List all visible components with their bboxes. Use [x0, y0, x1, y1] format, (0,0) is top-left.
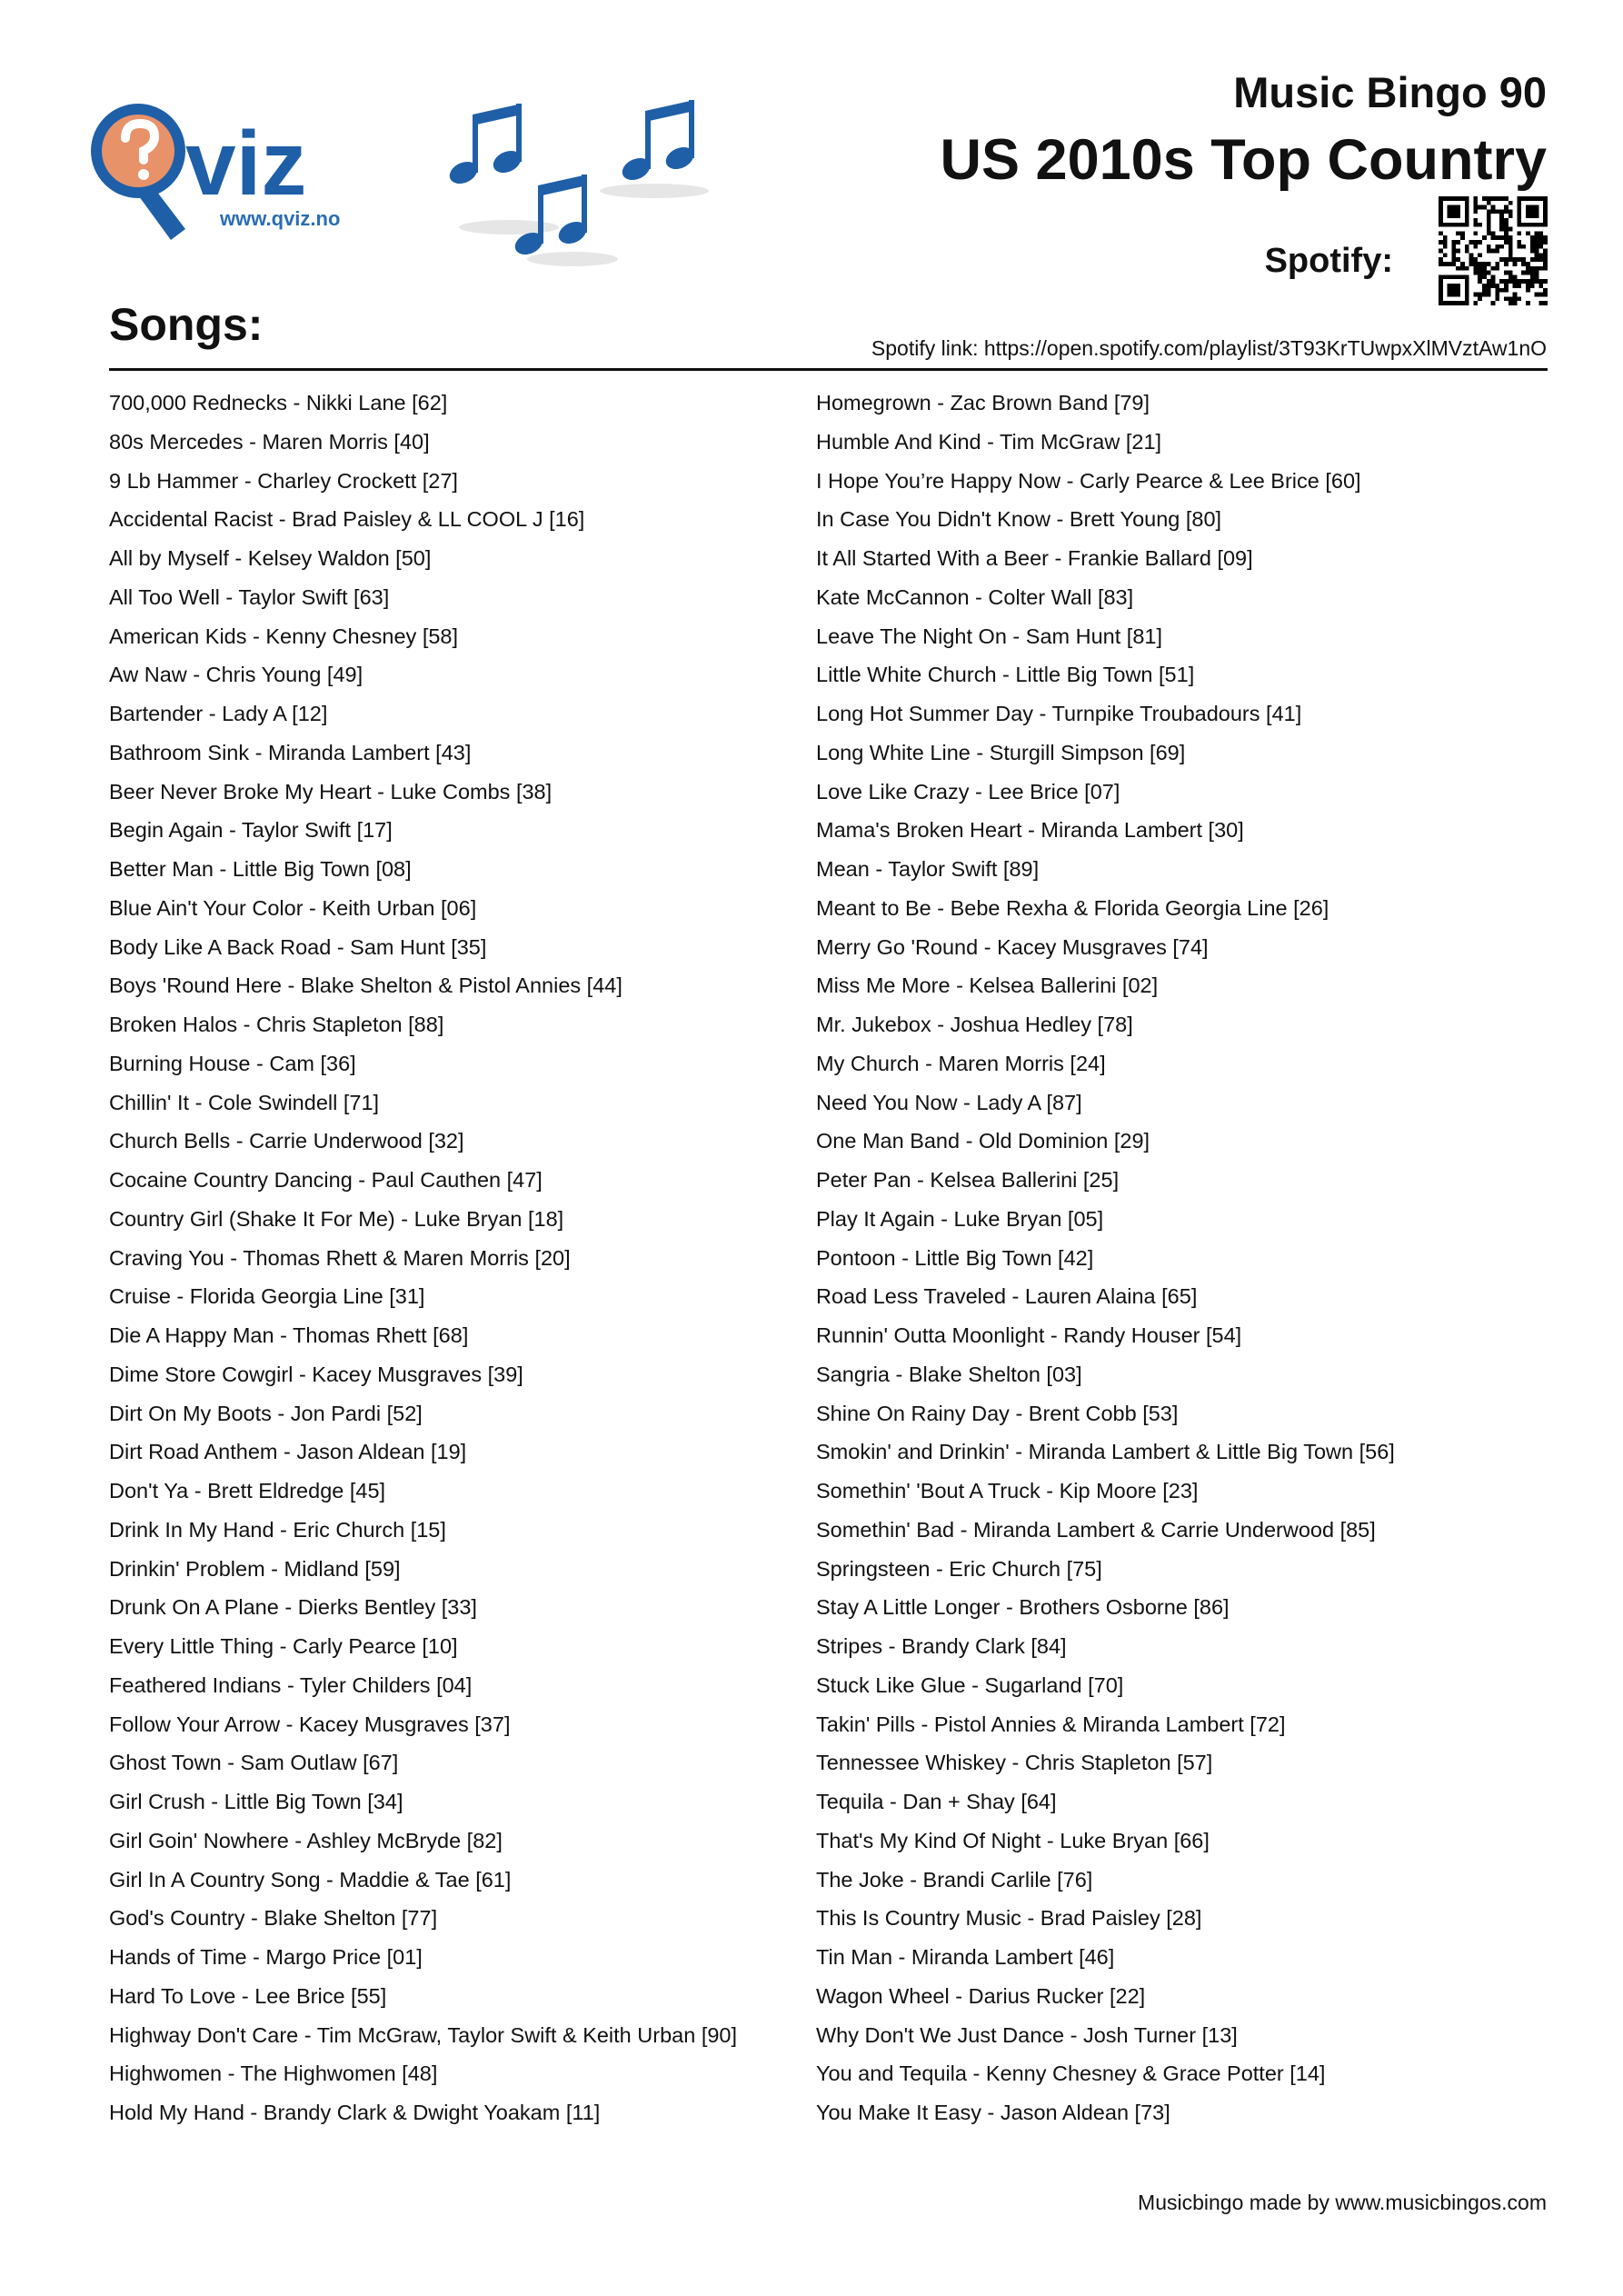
song-item: That's My Kind Of Night - Luke Bryan [66]: [816, 1828, 1210, 1852]
song-item: Mean - Taylor Swift [89]: [816, 857, 1040, 881]
song-item: Road Less Traveled - Lauren Alaina [65]: [816, 1284, 1198, 1309]
song-item: Long White Line - Sturgill Simpson [69]: [816, 740, 1186, 764]
song-item: All by Myself - Kelsey Waldon [50]: [109, 546, 432, 570]
song-item: Smokin' and Drinkin' - Miranda Lambert & Little Big Town [56]: [816, 1440, 1395, 1464]
song-item: Springsteen - Eric Church [75]: [816, 1556, 1102, 1581]
song-item: Die A Happy Man - Thomas Rhett [68]: [109, 1323, 469, 1347]
song-item: Hands of Time - Margo Price [01]: [109, 1945, 423, 1969]
header-divider: [109, 368, 1548, 371]
song-item: Beer Never Broke My Heart - Luke Combs [38]: [109, 779, 553, 804]
song-item: One Man Band - Old Dominion [29]: [816, 1129, 1150, 1153]
song-item: I Hope You’re Happy Now - Carly Pearce & Lee Brice [60]: [816, 468, 1361, 493]
song-item: Homegrown - Zac Brown Band [79]: [816, 391, 1150, 414]
song-item: Somethin' 'Bout A Truck - Kip Moore [23]: [816, 1479, 1199, 1502]
song-item: You and Tequila - Kenny Chesney & Grace Potter [14]: [816, 2061, 1326, 2086]
song-item: Sangria - Blake Shelton [03]: [816, 1362, 1082, 1386]
song-item: Dirt On My Boots - Jon Pardi [52]: [109, 1401, 423, 1425]
spotify-link[interactable]: Spotify link: https://open.spotify.com/playlist/3T93KrTUwpxXlMVztAw1nO: [871, 336, 1547, 360]
song-item: Merry Go 'Round - Kacey Musgraves [74]: [816, 934, 1209, 959]
song-item: Church Bells - Carrie Underwood [32]: [109, 1129, 464, 1153]
song-item: Drunk On A Plane - Dierks Bentley [33]: [109, 1595, 477, 1620]
song-item: Love Like Crazy - Lee Brice [07]: [816, 779, 1120, 804]
song-item: Body Like A Back Road - Sam Hunt [35]: [109, 934, 487, 959]
song-item: Drink In My Hand - Eric Church [15]: [109, 1517, 446, 1542]
song-item: Broken Halos - Chris Stapleton [88]: [109, 1013, 444, 1036]
song-item: Bartender - Lady A [12]: [109, 702, 328, 725]
svg-text:viz: viz: [185, 113, 307, 215]
song-item: It All Started With a Beer - Frankie Ballard [09]: [816, 546, 1253, 570]
song-item: Runnin' Outta Moonlight - Randy Houser [54]: [816, 1323, 1242, 1347]
song-item: Somethin' Bad - Miranda Lambert & Carrie Underwood [85]: [816, 1517, 1376, 1542]
song-item: Bathroom Sink - Miranda Lambert [43]: [109, 740, 472, 764]
song-item: Mr. Jukebox - Joshua Hedley [78]: [816, 1013, 1133, 1036]
spotify-qr-code[interactable]: [1439, 195, 1548, 307]
song-item: Stuck Like Glue - Sugarland [70]: [816, 1672, 1124, 1697]
song-item: Kate McCannon - Colter Wall [83]: [816, 584, 1134, 609]
song-item: Tequila - Dan + Shay [64]: [816, 1790, 1057, 1813]
song-item: Stripes - Brandy Clark [84]: [816, 1634, 1067, 1658]
song-item: Every Little Thing - Carly Pearce [10]: [109, 1634, 458, 1658]
song-item: Boys 'Round Here - Blake Shelton & Pistol Annies [44]: [109, 973, 622, 998]
song-item: This Is Country Music - Brad Paisley [28]: [816, 1906, 1202, 1931]
music-notes-icon: [445, 91, 745, 273]
song-item: Country Girl (Shake It For Me) - Luke Bryan [18]: [109, 1206, 564, 1231]
song-item: Peter Pan - Kelsea Ballerini [25]: [816, 1168, 1120, 1192]
song-item: Stay A Little Longer - Brothers Osborne [86]: [816, 1595, 1230, 1620]
song-item: Long Hot Summer Day - Turnpike Troubadours [41]: [816, 702, 1302, 725]
song-item: Tin Man - Miranda Lambert [46]: [816, 1945, 1115, 1969]
song-item: In Case You Didn't Know - Brett Young [80]: [816, 507, 1222, 532]
song-item: Aw Naw - Chris Young [49]: [109, 663, 363, 687]
songs-heading: Songs:: [109, 299, 264, 350]
song-item: Meant to Be - Bebe Rexha & Florida Georgia Line [26]: [816, 895, 1329, 920]
song-item: Mama's Broken Heart - Miranda Lambert [30]: [816, 818, 1244, 843]
song-item: Humble And Kind - Tim McGraw [21]: [816, 429, 1162, 454]
song-item: Drinkin' Problem - Midland [59]: [109, 1556, 401, 1581]
song-item: My Church - Maren Morris [24]: [816, 1051, 1106, 1075]
song-item: Highwomen - The Highwomen [48]: [109, 2061, 438, 2086]
song-item: Craving You - Thomas Rhett & Maren Morris [20]: [109, 1245, 571, 1270]
song-item: Pontoon - Little Big Town [42]: [816, 1245, 1094, 1270]
song-item: Wagon Wheel - Darius Rucker [22]: [816, 1983, 1146, 2008]
song-list-right: [816, 388, 1395, 2137]
song-item: Play It Again - Luke Bryan [05]: [816, 1206, 1104, 1231]
song-item: You Make It Easy - Jason Aldean [73]: [816, 2101, 1170, 2124]
song-item: Burning House - Cam [36]: [109, 1051, 356, 1075]
song-item: 700,000 Rednecks - Nikki Lane [62]: [109, 391, 448, 414]
song-item: Shine On Rainy Day - Brent Cobb [53]: [816, 1401, 1179, 1425]
song-item: Better Man - Little Big Town [08]: [109, 857, 412, 881]
song-item: Blue Ain't Your Color - Keith Urban [06]: [109, 895, 477, 920]
song-item: The Joke - Brandi Carlile [76]: [816, 1867, 1093, 1892]
song-item: 9 Lb Hammer - Charley Crockett [27]: [109, 468, 458, 493]
song-item: Begin Again - Taylor Swift [17]: [109, 818, 393, 843]
logo-url: www.qviz.no: [220, 207, 341, 230]
song-item: Leave The Night On - Sam Hunt [81]: [816, 624, 1162, 648]
song-item: God's Country - Blake Shelton [77]: [109, 1906, 438, 1931]
song-item: Miss Me More - Kelsea Ballerini [02]: [816, 973, 1159, 998]
song-item: Hard To Love - Lee Brice [55]: [109, 1983, 387, 2008]
song-item: Hold My Hand - Brandy Clark & Dwight Yoakam [11]: [109, 2101, 601, 2124]
song-item: Girl In A Country Song - Maddie & Tae [61]: [109, 1867, 512, 1892]
playlist-title: US 2010s Top Country: [940, 128, 1547, 192]
song-item: Little White Church - Little Big Town [51]: [816, 663, 1195, 687]
song-list-left: [109, 388, 737, 2137]
song-item: Tennessee Whiskey - Chris Stapleton [57]: [816, 1751, 1213, 1775]
song-item: Accidental Racist - Brad Paisley & LL COOL J [16]: [109, 507, 585, 532]
song-item: Cruise - Florida Georgia Line [31]: [109, 1284, 425, 1309]
song-item: Girl Goin' Nowhere - Ashley McBryde [82]: [109, 1828, 503, 1852]
song-item: Don't Ya - Brett Eldredge [45]: [109, 1479, 386, 1502]
footer-credit: Musicbingo made by www.musicbingos.com: [1138, 2191, 1547, 2214]
song-item: Dirt Road Anthem - Jason Aldean [19]: [109, 1440, 467, 1464]
bingo-number-title: Music Bingo 90: [1233, 68, 1547, 116]
song-item: Follow Your Arrow - Kacey Musgraves [37]: [109, 1712, 511, 1736]
song-item: Dime Store Cowgirl - Kacey Musgraves [39]: [109, 1362, 523, 1386]
song-item: Feathered Indians - Tyler Childers [04]: [109, 1672, 473, 1697]
song-item: Highway Don't Care - Tim McGraw, Taylor Swift & Keith Urban [90]: [109, 2022, 738, 2047]
song-item: 80s Mercedes - Maren Morris [40]: [109, 429, 430, 454]
song-item: Why Don't We Just Dance - Josh Turner [13]: [816, 2022, 1238, 2047]
song-item: American Kids - Kenny Chesney [58]: [109, 624, 459, 648]
qviz-logo: [84, 95, 383, 258]
song-item: Girl Crush - Little Big Town [34]: [109, 1790, 403, 1813]
song-item: Takin' Pills - Pistol Annies & Miranda Lambert [72]: [816, 1712, 1286, 1736]
song-item: Ghost Town - Sam Outlaw [67]: [109, 1751, 399, 1775]
spotify-label: Spotify:: [1264, 242, 1393, 280]
song-item: Need You Now - Lady A [87]: [816, 1090, 1082, 1114]
song-item: Cocaine Country Dancing - Paul Cauthen [47]: [109, 1168, 543, 1192]
song-item: All Too Well - Taylor Swift [63]: [109, 584, 390, 609]
song-item: Chillin' It - Cole Swindell [71]: [109, 1090, 380, 1114]
